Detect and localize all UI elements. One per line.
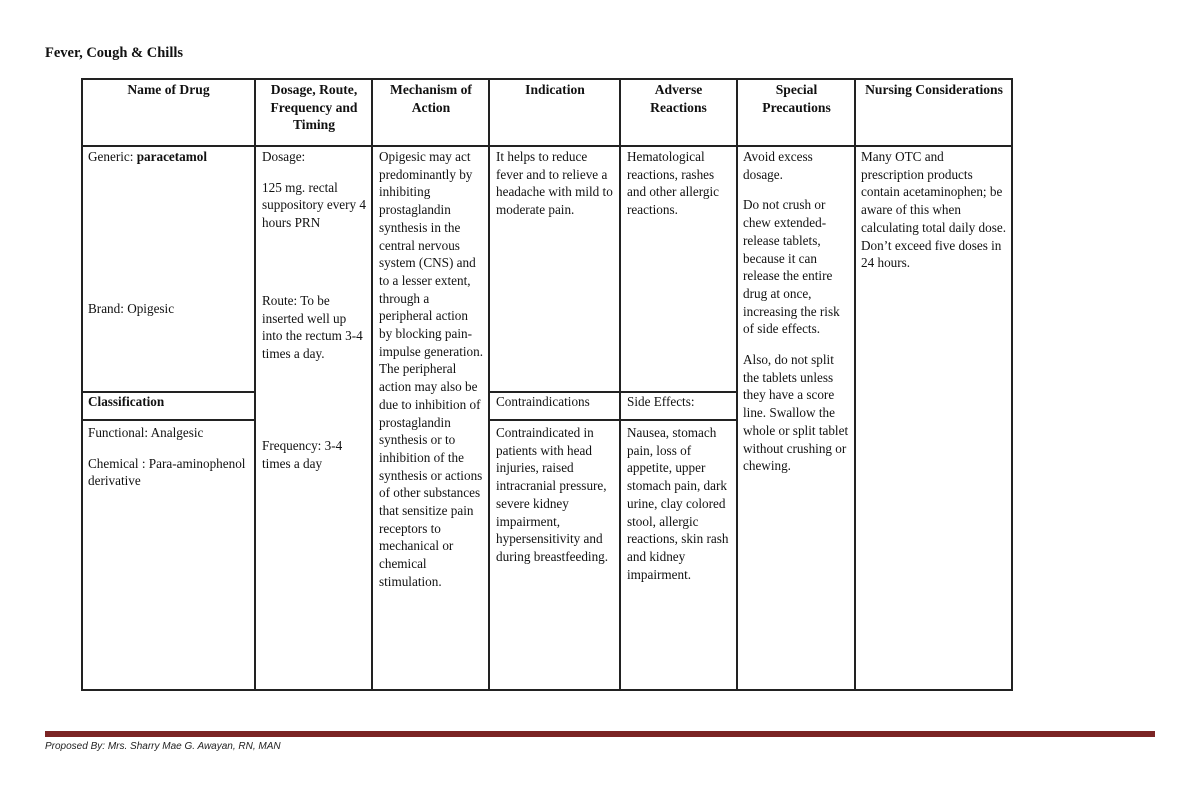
page-title: Fever, Cough & Chills	[45, 45, 184, 61]
indication-text: It helps to reduce fever and to relieve a headache with mild to moderate pain.	[496, 149, 613, 218]
header-nursing-considerations: Nursing Considerations	[865, 82, 1003, 97]
chemical-class: Chemical : Para-aminophenol derivative	[88, 455, 246, 489]
contraindications-label: Contraindications	[496, 394, 590, 409]
adverse-reactions-text: Hematological reactions, rashes and other allergic reactions.	[627, 149, 720, 218]
side-effects-text: Nausea, stomach pain, loss of appetite, upper stomach pain, dark urine, clay colored stool, allergic reactions, skin rash and kidney impairment.	[627, 425, 729, 582]
column-divider	[619, 78, 621, 691]
header-dosage: Dosage, Route, Frequency and Timing	[270, 82, 358, 133]
functional-class: Functional: Analgesic	[88, 425, 204, 440]
generic-value: paracetamol	[136, 149, 208, 164]
contraindications-text: Contraindicated in patients with head injuries, raised intracranial pressure, severe kidney impairment, hypersensitivity and during breastfeeding.	[496, 425, 609, 564]
precaution-1: Avoid excess dosage.	[743, 149, 813, 182]
column-divider	[254, 78, 256, 691]
generic-label: Generic:	[88, 149, 134, 164]
precaution-3: Also, do not split the tablets unless they have a score line. Swallow the whole or split tablet without crushing or chewing.	[743, 352, 849, 474]
mechanism-text: Opigesic may act predominantly by inhibiting prostaglandin synthesis in the central nervous system (CNS) and to a lesser extent, through a peripheral action by blocking pain-impulse generation. The peripheral action may also be due to inhibition of prostaglandin synthesis or to inhibition of the synthesis or actions of other substances that sensitize pain receptors to mechanical or chemical stimulation.	[379, 149, 484, 589]
dosage-block	[262, 148, 368, 232]
classification-details	[88, 424, 248, 490]
column-divider	[488, 78, 490, 691]
dosage-label: Dosage:	[262, 149, 306, 164]
brand-name: Brand: Opigesic	[88, 301, 175, 316]
nursing-considerations-text: Many OTC and prescription products contain acetaminophen; be aware of this when calculating total daily dose. Don’t exceed five doses in 24 hours.	[861, 149, 1007, 271]
header-mechanism: Mechanism of Action	[390, 82, 472, 115]
column-divider	[854, 78, 856, 691]
header-special-precautions: Special Precautions	[762, 82, 831, 115]
header-indication: Indication	[525, 82, 585, 97]
header-divider	[81, 145, 1013, 147]
classification-label: Classification	[88, 394, 165, 409]
footer-rule	[45, 731, 1155, 737]
footer-credit: Proposed By: Mrs. Sharry Mae G. Awayan, RN, MAN	[45, 741, 281, 752]
frequency-text: Frequency: 3-4 times a day	[262, 438, 343, 471]
header-adverse-reactions: Adverse Reactions	[650, 82, 707, 115]
column-divider	[736, 78, 738, 691]
header-name-of-drug: Name of Drug	[127, 82, 210, 97]
precaution-2: Do not crush or chew extended-release tablets, because it can release the entire drug at once, increasing the risk of side effects.	[743, 197, 840, 337]
row-divider	[81, 419, 255, 421]
side-effects-label: Side Effects:	[627, 394, 695, 409]
route-text: Route: To be inserted well up into the rectum 3-4 times a day.	[262, 293, 363, 362]
column-divider	[371, 78, 373, 691]
generic-name	[88, 148, 253, 166]
row-divider	[488, 419, 738, 421]
special-precautions-block	[743, 148, 851, 475]
dosage-value: 125 mg. rectal suppository every 4 hours PRN	[262, 179, 367, 231]
